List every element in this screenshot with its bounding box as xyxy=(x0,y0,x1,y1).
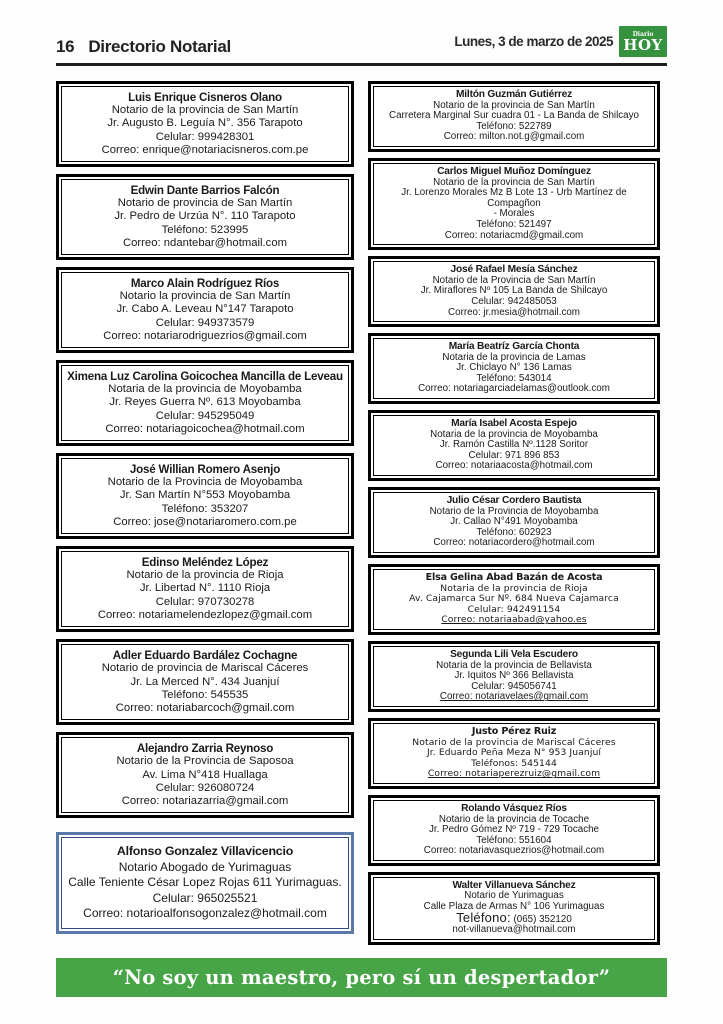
notary-line: Notario Abogado de Yurimaguas xyxy=(118,859,292,874)
notary-name: Justo Pérez Ruiz xyxy=(471,725,557,737)
quote-text: “No soy un maestro, pero sí un despertador” xyxy=(112,965,611,989)
notary-card xyxy=(368,81,660,152)
notary-line: Teléfono: 523995 xyxy=(161,223,249,236)
notary-line: Calle Teniente César Lopez Rojas 611 Yurimaguas. xyxy=(68,875,342,890)
notary-line: Correo: notariaperezruiz@gmail.com xyxy=(427,768,601,780)
notary-card-inner xyxy=(61,737,349,813)
notary-name: José Willian Romero Asenjo xyxy=(129,463,281,477)
notary-card xyxy=(56,546,354,632)
notary-line: Teléfono: 521497 xyxy=(476,218,552,230)
notary-line: Teléfono: (065) 352120 xyxy=(456,909,572,925)
notary-line: Teléfono: 602923 xyxy=(476,526,552,538)
notary-line: Jr. La Merced N°. 434 Juanjuí xyxy=(130,675,280,688)
diario-hoy-logo xyxy=(619,26,667,57)
notary-line: Notaria de la provincia de Moyobamba xyxy=(108,383,302,396)
notary-card-inner xyxy=(373,163,655,245)
notary-line: not-villanueva@hotmail.com xyxy=(452,924,576,936)
notary-line: Celular: 949373579 xyxy=(155,316,255,329)
notary-line: Jr. Ramón Castilla Nº.1128 Soritor xyxy=(439,439,589,451)
notary-card xyxy=(56,832,354,934)
notary-name: Alejandro Zarria Reynoso xyxy=(136,742,274,756)
notary-name: José Rafael Mesía Sánchez xyxy=(450,264,578,276)
notary-line: Celular: 999428301 xyxy=(155,130,255,143)
notary-card xyxy=(368,410,660,481)
logo-main-text: HOY xyxy=(623,35,663,54)
notary-card xyxy=(368,564,660,635)
notary-card xyxy=(368,641,660,712)
notary-card-inner xyxy=(373,877,655,940)
notary-name: Walter Villanueva Sánchez xyxy=(452,879,576,891)
notary-name: María Isabel Acosta Espejo xyxy=(451,418,577,430)
notary-line: Notario la provincia de San Martín xyxy=(119,290,291,303)
notary-line: Jr. Cabo A. Leveau N°147 Tarapoto xyxy=(116,303,294,316)
notary-line: Teléfono: 545535 xyxy=(161,688,249,701)
notary-name: María Beatríz García Chonta xyxy=(448,341,580,353)
notary-line: Jr. Miraflores Nº 105 La Banda de Shilcayo xyxy=(420,285,608,297)
notary-card-inner xyxy=(61,86,349,162)
directory-columns xyxy=(56,81,667,951)
notary-card xyxy=(56,81,354,167)
notary-card xyxy=(368,795,660,866)
notary-line: Notaria de la provincia de Rioja xyxy=(440,582,588,594)
notary-card xyxy=(56,174,354,260)
notary-card-inner xyxy=(373,261,655,322)
notary-line: Jr. Iquitos Nº 366 Bellavista xyxy=(454,670,574,682)
notary-card-inner xyxy=(373,492,655,553)
phone-label-large: Teléfono: xyxy=(456,909,511,925)
notary-name: Rolando Vásquez Ríos xyxy=(461,802,567,814)
notary-line: Teléfono: 543014 xyxy=(476,372,552,384)
notary-line: Celular: 945295049 xyxy=(155,409,255,422)
notary-line: Teléfono: 551604 xyxy=(476,834,552,846)
notary-line: Correo: jr.mesia@hotmail.com xyxy=(448,306,580,318)
notary-name: Adler Eduardo Bardález Cochagne xyxy=(112,649,298,663)
notary-card-inner xyxy=(373,800,655,861)
notary-name: Edwin Dante Barrios Falcón xyxy=(130,184,280,198)
notary-line: Notaria de la provincia de Moyobamba xyxy=(430,428,598,440)
notary-line: Notario de la Provincia de Saposoa xyxy=(116,755,294,768)
left-column xyxy=(56,81,354,941)
logo-top-text: Diario xyxy=(632,30,654,38)
notary-line: Teléfono: 353207 xyxy=(161,502,249,515)
notary-card-inner xyxy=(61,365,349,441)
notary-name: Alfonso Gonzalez Villavicencio xyxy=(116,844,294,859)
right-column xyxy=(368,81,660,951)
notary-line: Correo: jose@notariaromero.com.pe xyxy=(113,515,297,528)
notary-name: Segunda Lili Vela Escudero xyxy=(450,648,578,660)
notary-line: Notario de la provincia de Rioja xyxy=(126,569,284,582)
notary-line: Celular: 926080724 xyxy=(155,781,255,794)
notary-line: Correo: notariaacosta@hotmail.com xyxy=(435,460,593,472)
notary-line: Jr. Libertad N°. 1110 Rioja xyxy=(139,582,271,595)
notary-line: Notario de la Provincia de Moyobamba xyxy=(429,505,599,517)
notary-card xyxy=(368,158,660,250)
notary-line: Correo: notariacmd@gmail.com xyxy=(444,229,584,241)
notary-line: Correo: notariavelaes@gmail.com xyxy=(439,691,589,703)
notary-name: Edinso Meléndez López xyxy=(141,556,269,570)
notary-line: Correo: notariabarcoch@gmail.com xyxy=(115,701,295,714)
notary-line: Celular: 945056741 xyxy=(471,680,557,692)
notary-line: Notario de la Provincia de San Martín xyxy=(432,274,596,286)
header-title-group xyxy=(56,37,231,57)
notary-line: Teléfonos: 545144 xyxy=(471,757,557,769)
notary-line: Jr. Pedro Gómez Nº 719 - 729 Tocache xyxy=(428,824,600,836)
notary-card-inner xyxy=(61,272,349,348)
notary-card xyxy=(56,732,354,818)
notary-card xyxy=(368,718,660,789)
notary-card-inner xyxy=(373,415,655,476)
notary-line: Jr. Reyes Guerra Nº. 613 Moyobamba xyxy=(109,396,301,409)
page-header xyxy=(56,26,667,63)
notary-line: Celular: 942491154 xyxy=(467,603,561,615)
notary-card-inner xyxy=(61,551,349,627)
notary-line: Correo: notariazarria@gmail.com xyxy=(121,794,289,807)
notary-name: Elsa Gelina Abad Bazán de Acosta xyxy=(425,572,603,583)
notary-line: Celular: 971 896 853 xyxy=(468,449,560,461)
notary-line: Notario de la provincia de Mariscal Cáceres xyxy=(412,736,616,748)
notary-line: Notario de la Provincia de Moyobamba xyxy=(107,476,303,489)
page-number: 16 xyxy=(56,37,75,56)
notary-name: Marco Alain Rodríguez Ríos xyxy=(130,277,280,291)
notary-line: Notario de Yurimaguas xyxy=(464,890,564,902)
notary-card xyxy=(56,639,354,725)
notary-line: Correo: notariaabad@yahoo.es xyxy=(441,614,587,626)
notary-card-inner xyxy=(373,569,655,630)
header-divider xyxy=(56,63,667,66)
notary-line: Calle Plaza de Armas N° 106 Yurimaguas xyxy=(423,901,605,913)
notary-line: Correo: notariagarciadelamas@outlook.com xyxy=(418,383,610,395)
notary-line: Notario de la provincia de San Martín xyxy=(433,99,595,111)
quote-banner xyxy=(56,958,667,997)
notary-line: Jr. San Martín N°553 Moyobamba xyxy=(119,489,291,502)
notary-line: Correo: notariagoicochea@hotmail.com xyxy=(105,422,305,435)
notary-card-inner xyxy=(373,646,655,707)
notary-card-inner xyxy=(373,723,655,784)
notary-name: Ximena Luz Carolina Goicochea Mancilla de Leveau xyxy=(67,370,343,384)
notary-line: Av. Lima N°418 Huallaga xyxy=(142,768,268,781)
notary-line: Jr. Augusto B. Leguía N°. 356 Tarapoto xyxy=(107,117,303,130)
notary-card xyxy=(56,360,354,446)
notary-line: Teléfono: 522789 xyxy=(476,120,552,132)
notary-line: Correo: ndantebar@hotmail.com xyxy=(122,236,288,249)
notary-line: Jr. Lorenzo Morales Mz B Lote 13 - Urb Martínez de Compagñon xyxy=(401,187,627,209)
notary-line: - Morales xyxy=(493,208,535,220)
notary-card xyxy=(368,487,660,558)
notary-card-inner xyxy=(61,179,349,255)
notary-line: Correo: milton.not.g@gmail.com xyxy=(443,131,585,143)
notary-line: Notario de la provincia de San Martín xyxy=(433,176,595,188)
notary-line: Correo: notariacordero@hotmail.com xyxy=(433,537,595,549)
notary-card xyxy=(368,256,660,327)
notary-line: Notario de provincia de Mariscal Cáceres xyxy=(101,662,309,675)
notary-card-inner xyxy=(373,86,655,147)
notary-card xyxy=(368,333,660,404)
notary-card xyxy=(368,872,660,945)
notary-card xyxy=(56,453,354,539)
notary-line: Notario de la provincia de San Martín xyxy=(111,104,299,117)
notary-line: Correo: notariamelendezlopez@gmail.com xyxy=(97,608,313,621)
notary-line: Jr. Pedro de Urzúa N°. 110 Tarapoto xyxy=(114,210,296,223)
page-title: Directorio Notarial xyxy=(88,37,231,56)
notary-line: Notario de la provincia de Tocache xyxy=(438,813,590,825)
notary-card-inner xyxy=(61,458,349,534)
header-date-group xyxy=(454,26,667,57)
notary-line: Jr. Eduardo Peña Meza N° 953 Juanjuí xyxy=(426,747,602,759)
notary-line: Jr. Callao N°491 Moyobamba xyxy=(450,516,578,528)
notary-line: Notaria de la provincia de Lamas xyxy=(442,351,586,363)
notary-name: Luis Enrique Cisneros Olano xyxy=(128,91,282,104)
notary-line: Correo: notariavasquezrios@hotmail.com xyxy=(423,845,605,857)
notary-card xyxy=(56,267,354,353)
notary-line: Correo: notariarodriguezrios@gmail.com xyxy=(103,329,307,342)
notary-line: Celular: 970730278 xyxy=(155,595,255,608)
notary-line: Notario de provincia de San Martín xyxy=(117,197,293,210)
notary-card-inner xyxy=(373,338,655,399)
edition-date: Lunes, 3 de marzo de 2025 xyxy=(454,34,613,49)
notary-line: Celular: 942485053 xyxy=(471,295,557,307)
notary-line: Av. Cajamarca Sur Nº. 684 Nueva Cajamarca xyxy=(409,593,619,605)
notary-name: Julio César Cordero Bautista xyxy=(446,495,582,507)
notary-line: Jr. Chiclayo N° 136 Lamas xyxy=(456,362,572,374)
notary-name: Carlos Miguel Muñoz Domínguez xyxy=(437,165,591,177)
notary-line: Carretera Marginal Sur cuadra 01 - La Banda de Shilcayo xyxy=(389,110,639,122)
notary-line: Correo: enrique@notariacisneros.com.pe xyxy=(101,143,309,156)
notary-card-inner xyxy=(61,644,349,720)
notary-line: Notaria de la provincia de Bellavista xyxy=(436,659,592,671)
notary-line: Correo: notarioalfonsogonzalez@hotmail.com xyxy=(83,906,327,921)
notary-card-inner xyxy=(61,837,349,929)
notary-line: Celular: 965025521 xyxy=(152,890,258,905)
notary-name: Miltón Guzmán Gutiérrez xyxy=(456,89,572,100)
